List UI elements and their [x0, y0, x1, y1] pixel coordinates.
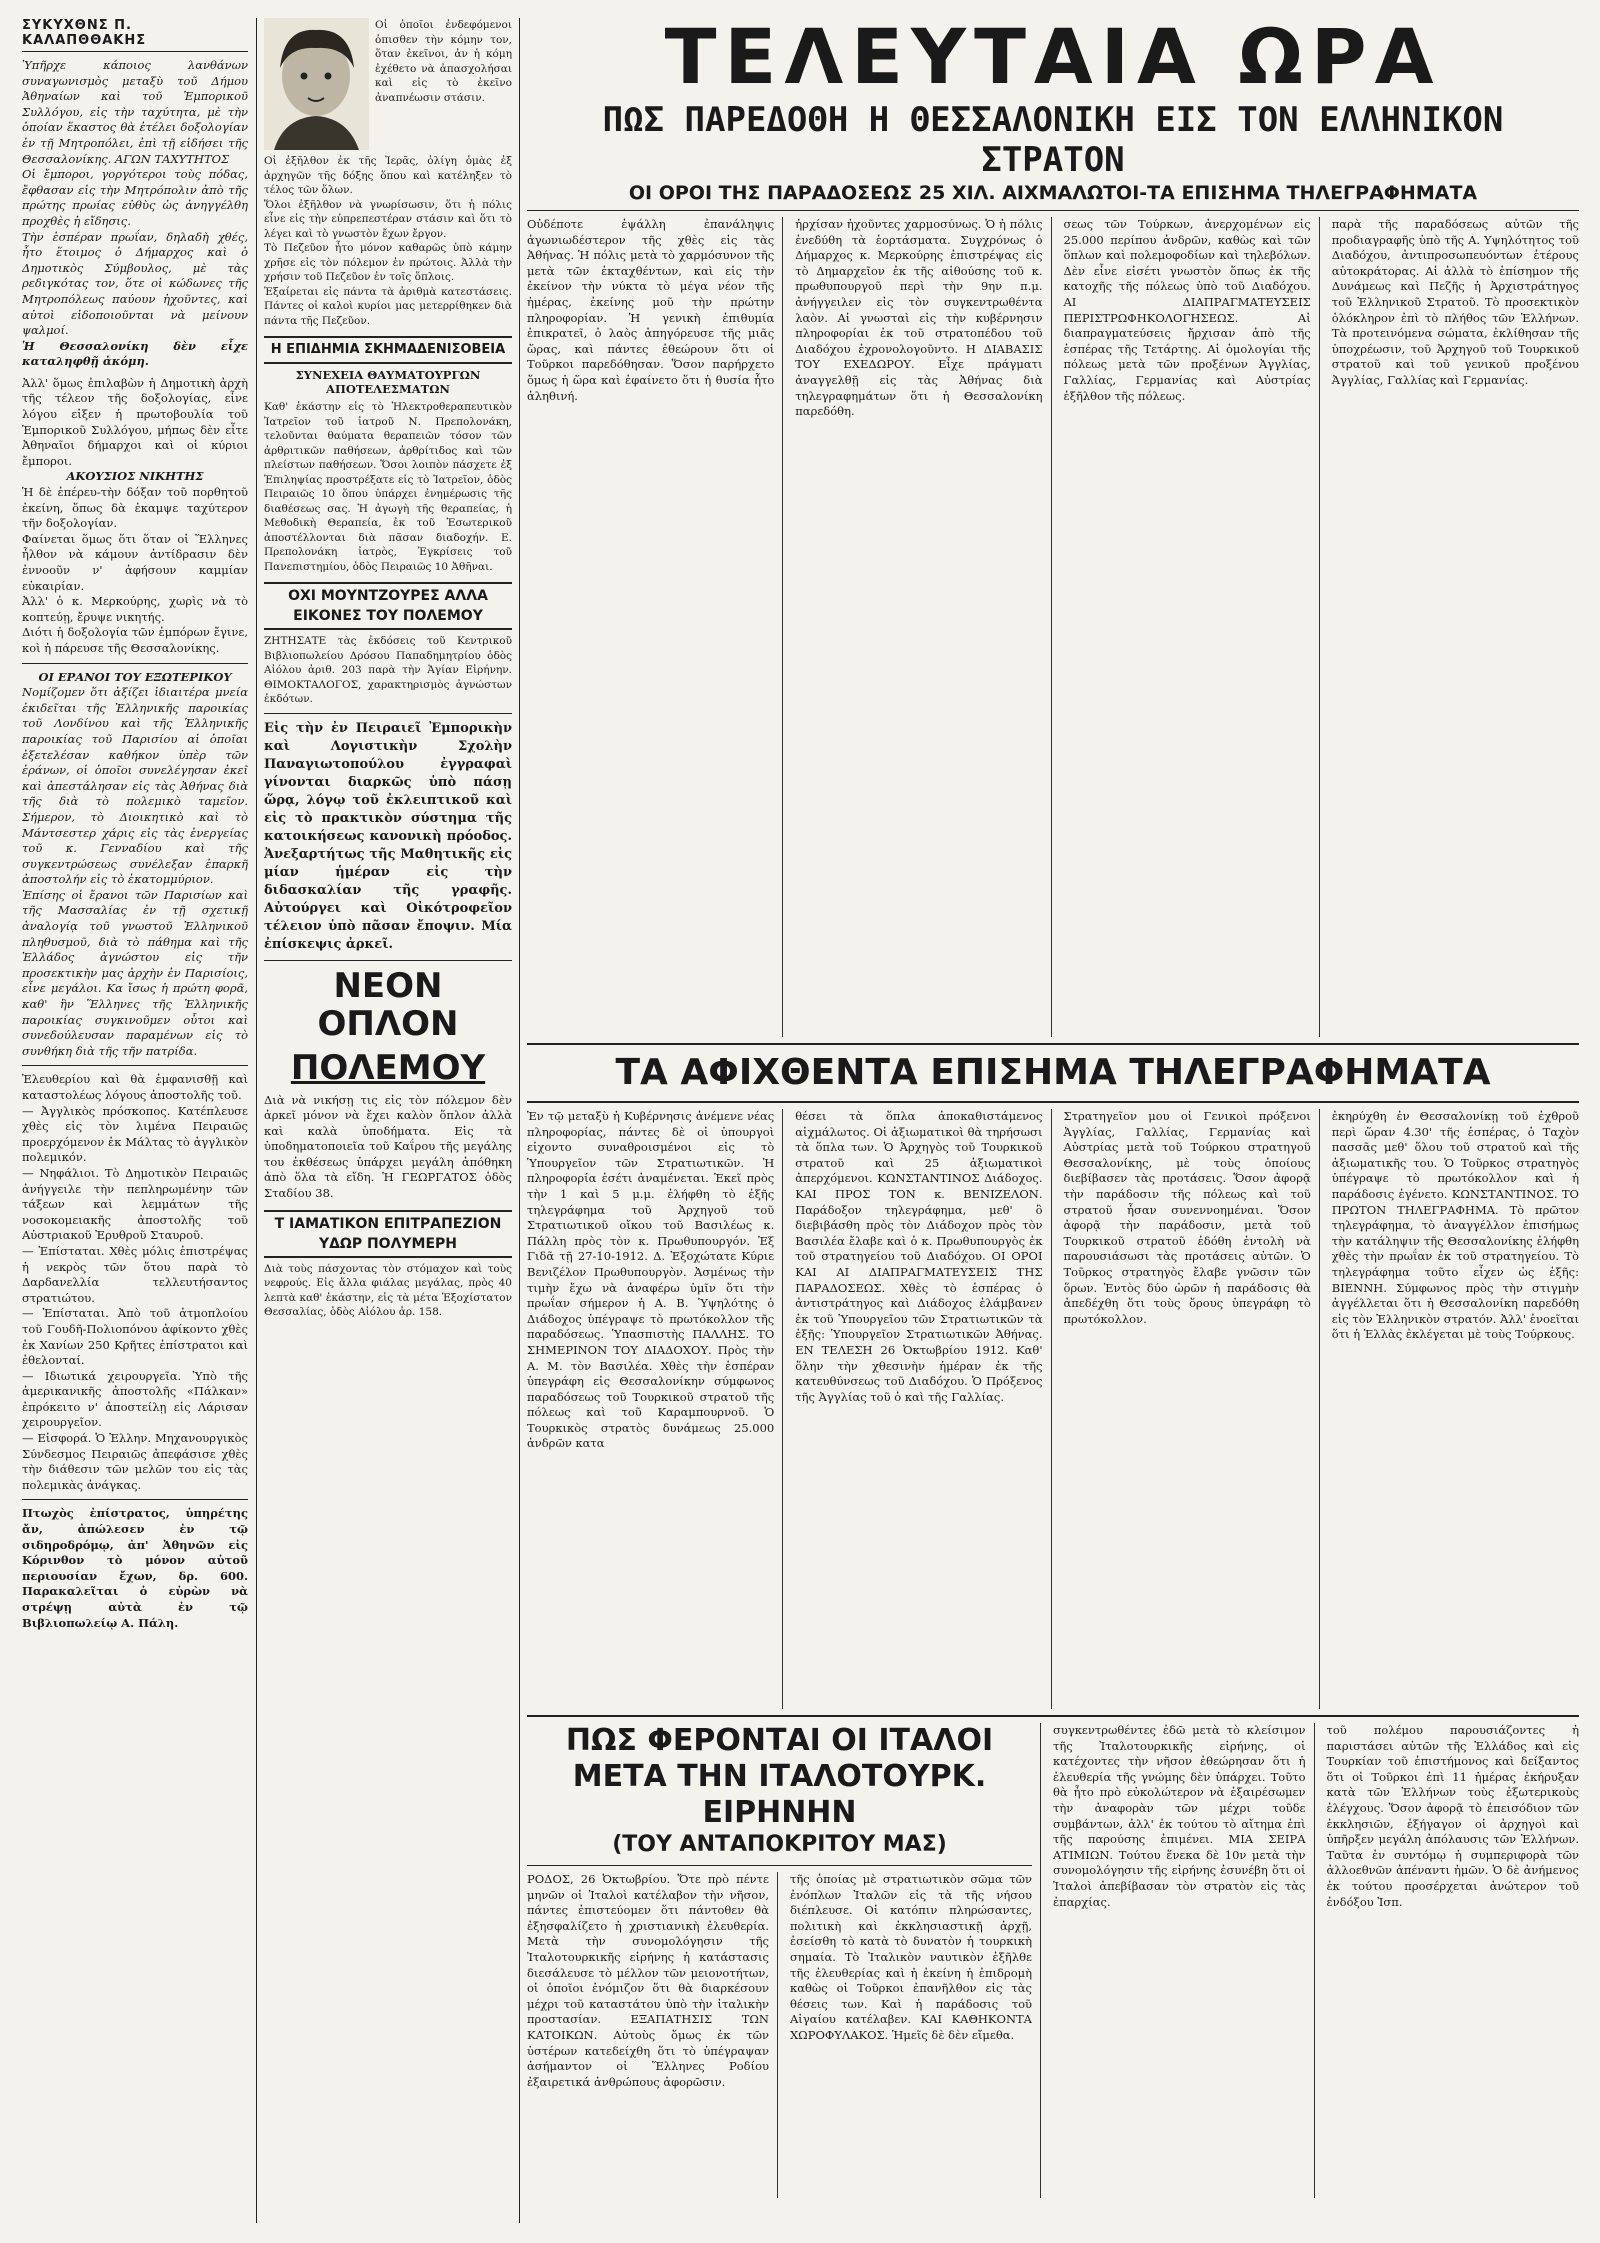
- left-subhead: ΟΙ ΕΡΑΝΟΙ ΤΟΥ ΕΞΩΤΕΡΙΚΟΥ: [38, 669, 232, 684]
- left-para: Οἱ ἔμποροι, γοργότεροι τοὺς πόδας, ἔφθασαν εἰς τὴν Μητρόπολιν ἀπὸ τῆς πρώτης πρωίας εὐθὺς ὡς ἀνηγγέλθη προχθὲς ἡ εἴδησις.: [22, 167, 248, 228]
- story-column: Στρατηγεῖον μου οἱ Γενικοὶ πρόξενοι Ἀγγλίας, Γαλλίας, Γερμανίας καὶ Αὐστρίας μετὰ τοῦ Τούρκου στρατηγοῦ Θεσσαλονίκης, μὲ τοὺς ὁποίους διεβίβασεν τὰς προτάσεις. Ὅσον ἀφορᾷ τὴν παράδοσιν τῆς πόλεως καὶ τοῦ στρατοῦ ἦσαν συνεννοημέναι. Ὅσον ἀφορᾷ τὴν παράδοσιν, μετὰ τοῦ Τουρκικοῦ στρατοῦ ἐδόθη ἐντολὴ νὰ παρουσιάσωσι τὰς προτάσεις αὐτῶν. Ὁ Τοῦρκος στρατηγὸς ἔλαβε γνῶσιν τῶν ὅρων. Ἐντὸς δύο ὡρῶν ἡ παράδοσις θὰ ἀπεδέχθη ὅτι τοὺς ὅρους ὑπεγράφη τὸ πρωτόκολλον.: [1064, 1109, 1320, 1709]
- story-column: τοῦ πολέμου παρουσιάζοντες ἡ παριστάσει αὐτῶν τῆς Ἑλλάδος καὶ εἰς Τουρκίαν τοῦ ἐπιστήμονος καὶ δείξαντος ὅτι οἱ Τοῦρκοι ἐπὶ 11 ἡμέρας ἐκήρυξαν κατὰ τῶν Ἑλλήνων τοὺς ἐξωτερικοὺς ἐλέγχους. Ὅσον ἀφορᾷ τὸ ἐπεισόδιον τῶν ἐκκλησιῶν, ἐξήγαγον οἱ ἀρχηγοὶ καὶ ὑπῆρξεν μεγάλη ἀπόλαυσις τῶν Ἑλλήνων. Ταῦτα ἐν συντόμῳ ἡ συμπεριφορὰ τῶν ἀλλοεθνῶν ἀπέναντι ἡμῶν. Ὁ δὲ ἀνήμενος ἐκ τούτου προσέρχεται ἀνώτερον τοῦ ἐνδόξου Ἰσπ.: [1326, 1723, 1579, 1909]
- left-para: — Νηφάλιοι. Τὸ Δημοτικὸν Πειραιῶς ἀνήγγειλε τὴν πεπληρωμένην τῶν τάξεων καὶ λεμμάτων τῆς νοσοκομειακῆς ἀποστολῆς τοῦ Αὐστριακοῦ Ἐρυθροῦ Σταυροῦ.: [22, 1165, 248, 1243]
- banner-headline: ΤΕΛΕΥΤΑΙΑ ΩΡΑ: [664, 14, 1442, 101]
- divider: [22, 1065, 248, 1066]
- story-column: παρὰ τῆς παραδόσεως αὐτῶν τῆς προδιαγραφῆς ὑπὸ τῆς Α. Υψηλότητος τοῦ Διαδόχου, ἀντιπροσωπευόντων ἑτέρους αὐτοκράτορας. Αἱ ἀλλὰ τὸ ἑπίσημον τῆς Δυνάμεως καὶ Πεζῆς ἡ Ἀρχιστράτηγος τοῦ Ἑλληνικοῦ Στρατοῦ. Τὸ προσεκτικὸν ὁλόκληρον ἐπὶ τὸ πλήθος τῶν Ἑλλήνων. Τὰ προτεινόμενα σώματα, ἐκλίθησαν τῆς ὑποχρέωσιν, τοῦ Ἀρχηγοῦ τοῦ Τουρκικοῦ στρατοῦ καὶ τοῦ γενικοῦ προξένου Ἀγγλίας, Γαλλίας καὶ Γερμανίας.: [1331, 217, 1579, 387]
- divider: [527, 1043, 1579, 1045]
- left-para: Πτωχὸς ἐπίστρατος, ὑπηρέτης ἄν, ἀπώλεσεν ἐν τῷ σιδηροδρόμῳ, ἀπ' Ἀθηνῶν εἰς Κόρινθον τὸ μόνον αὐτοῦ περιουσίαν ἔχων, δρ. 600. Παρακαλεῖται ὁ εὑρὼν νὰ στρέψῃ αὐτὰ ἐν τῷ Βιβλιοπωλείῳ Α. Πάλη.: [22, 1506, 248, 1630]
- left-para: Ἀλλ' ὁ κ. Μερκούρης, χωρὶς νὰ τὸ κοπτεύῃ, ἔρυψε νικητής.: [22, 594, 248, 624]
- divider: [527, 1101, 1579, 1103]
- italians-title: ΠΩΣ ΦΕΡΟΝΤΑΙ ΟΙ ΙΤΑΛΟΙ: [565, 1723, 994, 1758]
- story-column: τῆς ὁποίας μὲ στρατιωτικὸν σῶμα τῶν ἐνόπλων Ἰταλῶν εἰς τὰ τῆς νήσου διέπλευσε. Οἱ κατόπιν πληρώσαντες, πολιτικὴ καὶ ἐκκλησιαστικῇ ἀρχῇ, ἐσείσθη τὸ κατὰ τὸ δυνατὸν ἡ τουρκικὴ σημαία. Τὸ Ἰταλικὸν ναυτικὸν ἐξῆλθε τῆς ἐλευθερίας καὶ ἡ ἐκείνη ἡ ἐπιδρομὴ καθὼς οἱ Τοῦρκοι ἐπανῆλθον εἰς τὰς θέσεις των. Καὶ ἡ παράδοσις τοῦ Αἰγαίου κατέλαβεν. ΚΑΙ ΚΑΘΗΚΟΝΤΑ ΧΩΡΟΦΥΛΑΚΟΣ. Ἡμεῖς δὲ δὲν εἴμεθα.: [790, 1872, 1032, 2042]
- italians-byline: (ΤΟΥ ΑΝΤΑΠΟΚΡΙΤΟΥ ΜΑΣ): [612, 1832, 947, 1857]
- main-headline: ΠΩΣ ΠΑΡΕΔΟΘΗ Η ΘΕΣΣΑΛΟΝΙΚΗ ΕΙΣ ΤΟΝ ΕΛΛΗΝΙΚΟΝ ΣΤΡΑΤΟΝ: [602, 100, 1504, 180]
- story-column: ἐκηρύχθη ἐν Θεσσαλονίκῃ τοῦ ἐχθροῦ περὶ ὥραν 4.30' τῆς ἑσπέρας, ὁ Ταχὸν πασσᾶς μεθ' ὅλου τοῦ στρατοῦ καὶ τῆς ἀξιωματικῆς του. Ὁ Τοῦρκος στρατηγὸς ὑπέγραψε τὸ πρωτόκολλον καὶ ἡ παράδοσις ἐγένετο. ΚΩΝΣΤΑΝΤΙΝΟΣ. ΤΟ ΠΡΩΤΟΝ ΤΗΛΕΓΡΑΦΗΜΑ. Τὸ πρῶτον τηλεγράφημα, τὸ ἀναγγέλλον ἐπισήμως τὴν κατάληψιν τῆς Θεσσαλονίκης ἐλήφθη χθὲς τὴν πρωΐαν ἐκ τοῦ στρατηγείου. Τὸ τηλεγράφημα τοῦτο εἶχεν ὡς ἑξῆς: ΒΙΕΝΝΗ. Σύμφωνος πρὸς τὴν στιγμὴν ἀγγέλλεται ὅτι ἡ Θεσσαλονίκη παρεδόθη εἰς τὸν Ἑλληνικὸν στρατόν. Ἀλλ' ἐνοεῖται ὅτι ἡ Ἑλλὰς ἐκλέγεται μὲ τοὺς Τούρκους.: [1331, 1109, 1579, 1342]
- col2-para: Διὰ νὰ νικήσῃ τις εἰς τὸν πόλεμον δὲν ἀρκεῖ μόνον νὰ ἔχει καλὸν ὅπλον ἀλλὰ καὶ καλὰ ὑποδήματα. Εἰς τὰ ὑποδηματοποιεῖα τοῦ Καΐρου τῆς μεγάλης του ἐκθέσεως ὑπάρχει μεγάλη ἀπόθηκη ἀπὸ ὅλα τὰ εἴδη. Ἡ ΓΕΩΡΓΑΤΟΣ ὁδὸς Σταδίου 38.: [264, 1092, 512, 1201]
- main-subhead: ΟΙ ΟΡΟΙ ΤΗΣ ΠΑΡΑΔΟΣΕΩΣ 25 ΧΙΛ. ΑΙΧΜΑΛΩΤΟΙ-ΤΑ ΕΠΙΣΗΜΑ ΤΗΛΕΓΡΑΦΗΜΑΤΑ: [628, 182, 1478, 204]
- section-heading: Η ΕΠΙΔΗΜΙΑ ΣΚΗΜΑΔΕΝΙΣΟΒΕΙΑ: [264, 336, 512, 364]
- story-column: ἠρχίσαν ἠχοῦντες χαρμοσύνως. Ὁ ἡ πόλις ἐνεδύθη τὰ ἑορτάσματα. Συγχρόνως ὁ Δήμαρχος κ. Μερκούρης ἐπιστρέψας εἰς τὸ Δημαρχεῖον ἐκ τῆς αἰθούσης τοῦ κ. πρωθυπουργοῦ περὶ τὴν 9ην π.μ. ἀνήγγειλεν εἰς τὸν συγκεντρωθέντα λαὸν. Αἱ γνωσταὶ εἰς τὴν κυβέρνησιν πληροφορίαι ἐκ τοῦ στρατοπέδου τοῦ Διαδόχου ἐχρονολογοῦντο. Η ΔΙΑΒΑΣΙΣ ΤΟΥ ΕΧΕΔΩΡΟΥ. Εἶχε πράγματι ἀναγγελθῇ εἰς τὰς Ἀθήνας διὰ τηλεγραφημάτων ὅτι ἡ Θεσσαλονίκη παρεδόθη.: [795, 217, 1051, 1037]
- divider: [527, 1865, 1032, 1866]
- main-area: [527, 14, 1579, 2234]
- italians-title: ΜΕΤΑ ΤΗΝ ΙΤΑΛΟΤΟΥΡΚ. ΕΙΡΗΝΗΝ: [572, 1759, 987, 1830]
- left-para: — Ἐπίσταται. Χθὲς μόλις ἐπιστρέψας ἡ νεκρὸς τῶν ὅτου παρὰ τὸ Δαρδανελλία τελλευτήσαντος στρατιώτου.: [22, 1243, 248, 1305]
- left-para: Ἡ Θεσσαλονίκη δὲν εἶχε καταληφθῇ ἀκόμη.: [22, 338, 248, 369]
- left-column: [22, 18, 248, 2233]
- story-column: Ἐν τῷ μεταξὺ ἡ Κυβέρνησις ἀνέμενε νέας πληροφορίας, πάντες δὲ οἱ ὑπουργοὶ εἰχοντο συναθροισμένοι εἰς τὸ Ὑπουργεῖον τῶν Στρατιωτικῶν. Ἡ πληροφορία ἐσέτι ἀναμένεται. Ἐκεῖ πρὸς τὴν 1 καὶ 5 μ.μ. ἐλήφθη τὸ ἐξῆς τηλεγράφημα τοῦ Ἀρχηγοῦ τοῦ Στρατιωτικοῦ οἴκου τοῦ Βασιλέως κ. Πάλλη πρὸς τὸν κ. Πρωθυπουργόν. Ἐξ Γιδᾶ τῇ 27-10-1912. Δ. Ἐξοχώτατε Κύριε Βενιζέλον Πρωθυπουργὸν. Ἀσμένως τὴν τιμὴν ἔχω νὰ ἀναφέρω ὑμῖν ὅτι τὴν πρωΐαν σήμερον ἡ Α. Β. Ὑψηλότης ὁ Διάδοχος ὑπέγραψε τὸ πρωτόκολλον τῆς παραδόσεως. Ὑπασπιστὴς ΠΑΛΛΗΣ. ΤΟ ΣΗΜΕΡΙΝΟΝ ΤΟΥ ΔΙΑΔΟΧΟΥ. Πρὸς τὴν Α. Μ. τὸν Βασιλέα. Χθὲς τὴν ἑσπέραν ὑπεγράφη εἰς Θεσσαλονίκην σύμφωνος παραδόσεως τοῦ Τουρκικοῦ στρατοῦ τῆς πόλεως καὶ τοῦ Καραμπουρνοῦ. Ὁ Τουρκικὸς στρατὸς δυνάμεως 25.000 ἀνδρῶν κατα: [527, 1109, 783, 1709]
- divider: [264, 713, 512, 714]
- section-heading: ΟΧΙ ΜΟΥΝΤΖΟΥΡΕΣ ΑΛΛΑ ΕΙΚΟΝΕΣ ΤΟΥ ΠΟΛΕΜΟΥ: [264, 582, 512, 630]
- story-column: Οὐδέποτε ἐψάλλη ἐπανάληψις ἀγωνιωδέστερον τῆς χθὲς εἰς τὰς Ἀθήνας. Ἡ πόλις μετὰ τὸ χαρμόσυνον τῆς μετὰ τῶν ἐκταχθέντων, καὶ εἰς τὴν ἐκείνον τὴν νύκτα τὸ μέγα νέον τῆς ἡμέρας, ἐκείνης μοῦ τὴν πρώτην πληροφορίαν. Ἡ γενικὴ ἐπιθυμία ἐπικρατεῖ, ὁ λαὸς ἀπηγόρευσε τῆς μιᾶς ὥρας, καὶ πάντες ἐθεώρουν ὅτι οἱ Τοῦρκοι παρεδόθησαν. Ὅσον παρήρχετο ὅμως ἡ ὥρα καὶ ἐφαίνετο ὅτι ἡ θυσία ἦτο ἀληθινή.: [527, 217, 783, 1037]
- story-column: σεως τῶν Τούρκων, ἀνερχομένων εἰς 25.000 περίπου ἀνδρῶν, καθὼς καὶ τῶν ὅπλων καὶ πολεμοφοδίων καὶ τηλεβόλων. Δὲν εἶνε εἰσέτι γνωστὸν ὅπως ἐκ τῆς κατοχῆς τῆς πόλεως ὑπὸ τοῦ Διαδόχου. ΑΙ ΔΙΑΠΡΑΓΜΑΤΕΥΣΕΙΣ ΠΕΡΙΣΤΡΩΦΗΚΟΛΟΓΗΣΕΩΣ. Αἱ διαπραγματεύσεις ἤρχισαν ἀπὸ τῆς ἑσπέρας τῆς Τετάρτης. Αἱ ὁμολογίαι τῆς πόλεως μετὰ τῶν προξένων Ἀγγλίας, Γαλλίας, Γερμανίας καὶ Αὐστρίας ἐξῆλθον τῆς πόλεως.: [1064, 217, 1320, 1037]
- col2-para: Οἱ ἐξῆλθον ἐκ τῆς Ἱερᾶς, ὀλίγη ὁμὰς ἐξ ἀρχηγῶν τῆς δόξης ὅπου καὶ κατέληξεν τὸ τέλος τῶν ὅλων.: [264, 155, 512, 196]
- portrait-illustration: [264, 18, 369, 150]
- left-para: Νομίζομεν ὅτι ἀξίζει ἰδιαιτέρα μνεία ἐκιδεῖται τῆς Ἑλληνικῆς παροικίας τοῦ Λονδίνου καὶ τῆς Ἑλληνικῆς παροικίας τοῦ Παρισίου αἱ ὁποῖαι ἐξετελέσαν καθήκον ὑπὲρ τῶν ἐράνων, οἱ ὁποῖοι συνελέγησαν ἐκεῖ καὶ ἀπεστάλησαν εἰς τὰς Ἀθήνας διὰ τῆς διὰ τὸ πολεμικὸ ταμεῖον. Σήμερον, τὸ Διοικητικὸ καὶ τὸ Μάντσεστερ χάρις εἰς τὰς ἐνεργείας τοῦ κ. Γενναδίου καὶ τῆς συγκεντρώσεως συνέλεξαν ἐπαρκῆ ἀποστολήν εἰς τὸ ἑκατομμύριον.: [22, 685, 248, 887]
- ad-title: ΠΟΛΕΜΟΥ: [290, 1047, 486, 1088]
- left-para: Διότι ἡ δοξολογία τῶν ἐμπόρων ἔγινε, κοὶ ἡ πάρευσε τῆς Θεσσαλονίκης.: [22, 625, 248, 655]
- left-byline: ΣΥΚΥΧΘΝΣ Π. ΚΑΛΑΠΘΘΑΚΗΣ: [22, 18, 248, 52]
- col2-para: Ἐξαίρεται εἰς πάντα τὰ ἀριθμὰ κατεστάσεις. Πάντες οἱ καλοὶ κυρίοι μας μετερρίθηκεν διὰ πάντα τῆς Πεζεῦον.: [264, 285, 512, 327]
- section-heading: Τ ΙΑΜΑΤΙΚΟΝ ΕΠΙΤΡΑΠΕΖΙΟΝ ΥΔΩΡ ΠΟΛΥΜΕΡΗ: [264, 1210, 512, 1258]
- left-para: Τὴν ἑσπέραν πρωΐαν, δηλαδὴ χθές, ἦτο ἕτοιμος ὁ Δήμαρχος καὶ ὁ Δημοτικὸς Σύμβουλος, μὲ τὰς ρεδιγκότας τον, ὅτε οἱ κώδωνες τῆς Μητροπόλεως παύουν ἠχοῦντες, καὶ αὐτοὶ εἰδοποιοῦνται νὰ μείνουν ψαλμοί.: [22, 229, 248, 338]
- divider: [264, 960, 512, 961]
- divider: [527, 1715, 1579, 1717]
- telegram-section-title: ΤΑ ΑΦΙΧΘΕΝΤΑ ΕΠΙΣΗΜΑ ΤΗΛΕΓΡΑΦΗΜΑΤΑ: [615, 1052, 1491, 1093]
- col2-para: Οἱ ὁποῖοι ἐνδεφόμενοι ὀπισθεν τὴν κόμην τον, ὅταν ἐκεῖνοι, ἀν ἡ κόμη ἐχέθετο νὰ ἀπασχολήσαι καὶ εἰς τὸ ἐκεῖνο ἀναπνέωσιν στάσιν.: [375, 19, 512, 104]
- left-para: Ὑπῆρχε κάποιος λανθάνων συναγωνισμὸς μεταξὺ τοῦ Δήμου Ἀθηναίων καὶ τοῦ Ἐμπορικοῦ Συλλόγου, εἰς τὴν ταχύτητα, μὲ τὴν ὁποίαν ἕκαστος θὰ ἐτέλει δοξολογίαν ἐν τῇ Μητροπόλει, ἐπὶ τῇ εἰδήσει τῆς Θεσσαλονίκης. ΑΓΩΝ ΤΑΧΥΤΗΤΟΣ: [22, 58, 248, 166]
- col2-para: Ὅλοι ἐξῆλθον νὰ γνωρίσωσιν, ὅτι ἡ πόλις εἶνε εἰς τὴν εὐπρεπεστέραν στάσιν καὶ ὅτι τὸ λέγει καὶ τὸ γνωστὸν ἔχων ἔργον.: [264, 198, 512, 240]
- left-para: Ἐλευθερίου καὶ θὰ ἐμφανισθῇ καὶ καταστολέως λόγους ἀποστολῆς τοῦ.: [22, 1072, 248, 1102]
- column-rule: [519, 18, 520, 2223]
- section-subheading: ΣΥΝΕΧΕΙΑ ΘΑΥΜΑΤΟΥΡΓΩΝ ΑΠΟΤΕΛΕΣΜΑΤΩΝ: [295, 368, 481, 396]
- col2-ad: Εἰς τὴν ἐν Πειραιεῖ Ἐμπορικὴν καὶ Λογιστικὴν Σχολὴν Παναγιωτοπούλου ἐγγραφαὶ γίνονται διαρκῶς ὑπὸ πάσῃ ὥρᾳ, λόγῳ τοῦ ἐκλειπτικοῦ καὶ εἰς τὸ πρακτικὸν σύστημα τῆς κατοικήσεως κανονικὴ πρόοδος. Ἀνεξαρτήτως τῆς Μαθητικῆς εἰς μίαν ἡμέραν εἰς τὴν διδασκαλίαν τῆς γραφῆς. Αὐτούργει καὶ Οἰκότροφεῖον τέλειον ὑπὸ πᾶσαν ἔποψιν. Μία ἐπίσκεψις ἀρκεῖ.: [264, 720, 512, 952]
- divider: [527, 210, 1579, 211]
- left-subhead: ΑΚΟΥΣΙΟΣ ΝΙΚΗΤΗΣ: [66, 469, 204, 484]
- col2-para: Τὸ Πεζεῦον ἦτο μόνον καθαρῶς ὑπὸ κάμην χρῆσε εἰς τὸν πόλεμον ἐν πρώτοις. Ἀλλὰ τὴν χρήσιν τοῦ Πεζεῦον ἐν τοῖς ὅπλοις.: [264, 242, 512, 283]
- story-column: ΡΟΔΟΣ, 26 Ὀκτωβρίου. Ὅτε πρὸ πέντε μηνῶν οἱ Ἰταλοὶ κατέλαβον τὴν νῆσον, πάντες ἐπιστεύομεν ὅτι πάντοθεν θὰ ἐξησφαλίζετο ἡ χριστιανικὴ ἐλευθερία. Μετὰ τὴν συνομολόγησιν τῆς Ἰταλοτουρκικῆς εἰρήνης ἡ κατάστασις διεσάλευσε τὸ μέλλον τῶν μειονοτήτων, οἱ ὁποῖοι ἐνόμιζον ὅτι θὰ διαρκέσουν μέχρι τοῦ καταστάτου ὑπὸ τὴν ἰταλικὴν προστασίαν. ΕΞΑΠΑΤΗΣΙΣ ΤΩΝ ΚΑΤΟΙΚΩΝ. Αὐτοὺς ὅμως ἐκ τῶν ὑστέρων κατεδείχθη ὅτι τὸ ὑπέγραψαν ἀσήμαντον οἱ Ἕλληνες Ροδίου ἐξαιρετικά ἀνθρώπους ἀφορῶσιν.: [527, 1872, 778, 2198]
- story-column: συγκεντρωθέντες ἐδῶ μετὰ τὸ κλείσιμον τῆς Ἰταλοτουρκικῆς εἰρήνης, οἱ κατέχοντες τὴν νῆσον ἐθεώρησαν ὅτι ἡ ἐλευθερία τῆς γνώμης δὲν ὑπάρχει. Τοῦτο θὰ ἦτο πρὸ εὐκολώτερον νὰ ἐξαιρέσωμεν τὴν ἀναφορὰν τῶν μέχρι τοῦδε συμβάντων, ἀλλ' ἐκ τούτου τὸ αἴτημα ἐπὶ τῆς παρούσης ἐπιμένει. ΜΙΑ ΣΕΙΡΑ ΑΤΙΜΙΩΝ. Τούτου ἕνεκα δὲ 10ν μετὰ τὴν συνομολόγησιν τῆς εἰρήνης ἐσυνέβη ὅτι οἱ Ἰταλοὶ ἀπεβίβασαν τὸν στρατὸν εἰς τὰς ἐπαρχίας.: [1053, 1723, 1315, 2198]
- col2-para: ΖΗΤΗΣΑΤΕ τὰς ἐκδόσεις τοῦ Κεντρικοῦ Βιβλιοπωλείου Δρόσου Παπαδημητρίου ὁδὸς Αἰόλου ἀριθ. 203 παρὰ τὴν Ἁγίαν Εἰρήνην. ΘΙΜΟΚΤΑΛΟΓΟΣ, χαρακτηρισμὸς ἀγνώστων ἐκδότων.: [264, 635, 512, 705]
- ad-title: ΝΕΟΝ ΟΠΛΟΝ: [317, 965, 459, 1044]
- story-column: θέσει τὰ ὅπλα ἀποκαθιστάμενος αἰχμάλωτος. Οἱ ἀξιωματικοὶ θὰ τηρήσωσι τὰ ὅπλα των. Ὁ Ἀρχηγὸς τοῦ Τουρκικοῦ στρατοῦ καὶ 25 ἀξιωματικοὶ ἀπερχόμενοι. ΚΩΝΣΤΑΝΤΙΝΟΣ Διάδοχος. ΚΑΙ ΠΡΟΣ ΤΟΝ κ. ΒΕΝΙΖΕΛΟΝ. Παράδοξον τηλεγράφημα, μεθ' ὃ διεβιβάσθη πρὸς τὸν Διάδοχον πρὸς τὸν Βασιλέα ἔλαβε καὶ ὁ κ. Πρωθυπουργὸς ἐκ τοῦ στρατηγείου τοῦ Διαδόχου. ΟΙ ΟΡΟΙ ΚΑΙ ΑΙ ΔΙΑΠΡΑΓΜΑΤΕΥΣΕΙΣ ΤΗΣ ΠΑΡΑΔΟΣΕΩΣ. Χθὲς τὸ ἑσπέρας ὁ ἀντιστράτηγος καὶ Διάδοχος ἐλάμβανεν ἐκ τοῦ Ὑπουργεῖου τῶν Στρατιωτικῶν τὰ ἑξῆς: Ὑπουργεῖον Στρατιωτικῶν Ἀθήνας. ΕΝ ΤΕΛΕΣΗ 26 Ὀκτωβρίου 1912. Καθ' ὅλην τὴν χθεσινὴν ἡμέραν ἐκ τῆς κατευθύνσεως τοῦ Διαδόχου. Ὁ Πρόξενος τῆς Ἀγγλίας τοῦ ὁ καὶ τῆς Γαλλίας.: [795, 1109, 1051, 1709]
- col2-para: Καθ' ἑκάστην εἰς τὸ Ἠλεκτροθεραπευτικὸν Ἰατρεῖον τοῦ ἰατροῦ Ν. Πρεπολονάκη, τελοῦνται θαύματα θεραπειῶν τόσον τῶν ἀρθριτικῶν παθήσεων, ἀρθρίτιδος καὶ τῶν πλείστων παθήσεων. Ὅσοι λοιπὸν πάσχετε ἐξ Ἐπιληψίας προστρέξατε εἰς τὸ Ἰατρεῖον, ὁδὸς Πειραιῶς 10 ὅπου ὑπάρχει ἐνημέρωσις τῆς διαθέσεως σας. Ἡ ἀγωγὴ τῆς θεραπείας, ἡ Μεθοδικὴ Θεραπεία, ἐκ τοῦ Ἐσωτερικοῦ ἀποστέλλονται διὰ πᾶσαν διαδοχήν. Ε. Πρεπολονάκη ἰατρὸς, Ἐγκρίσεις τοῦ Πανεπιστημίου, ὁδὸς Πειραιῶς 10 Ἀθῆναι.: [264, 401, 512, 573]
- left-para: — Ἐπίσταται. Ἀπὸ τοῦ ἀτμοπλοίου τοῦ Γουδῆ-Πολιοπόνου ἀφίκοντο χθὲς ἐκ Χανίων 250 Κρῆτες ἐπίστρατοι καὶ ἐθελονταί.: [22, 1306, 248, 1368]
- italians-story: [527, 1723, 1579, 2198]
- left-para: Ἐπίσης οἱ ἔρανοι τῶν Παρισίων καὶ τῆς Μασσαλίας ἐν τῇ σχετικῇ ἀναλογίᾳ τοῦ γνωστοῦ Ἑλληνικοῦ πληθυσμοῦ, διὰ τὸ πάθημα καὶ τῆς Ἑλλάδος ἀγνώστου εἰς τῆν προσεκτικὴν μας ἀρχὴν ἐν Παρισίοις, εἶνε μεγάλοι. Κα ἴσως ἡ πρώτη φορᾶ, καθ' ἣν Ἕλληνες τῆς Ἑλληνικῆς παροικίας συγκινοῦμεν οὗτοι καὶ συνεδούλευσαν παραμένων εἰς τὸ συνθήκη διὰ τῆς τῆν πατρίδα.: [22, 887, 248, 1058]
- left-para: — Ἀγγλικὸς πρόσκοπος. Κατέπλευσε χθὲς εἰς τὸν λιμένα Πειραιῶς προερχόμενον ἐκ Μάλτας τὸ ἀγγλικὸν πολεμικόν.: [22, 1103, 248, 1165]
- column-rule: [256, 18, 257, 2223]
- top-story: [527, 217, 1579, 1037]
- left-para: Ἀλλ' ὅμως ἐπιλαβὼν ἡ Δημοτικὴ ἀρχὴ τῆς τέλεον τῆς δοξολογίας, εἶνε λόγου εἰξεν ἡ πρωτοβουλία τοῦ Ἐμπορικοῦ Συλλόγου, μήπως δὲν εἶτε Ἀθηναῖοι δήμαρχοι καὶ οἱ κύριοι ἔμποροι.: [22, 375, 248, 468]
- divider: [22, 1499, 248, 1500]
- telegram-story: [527, 1109, 1579, 1709]
- left-para: — Εἰσφορά. Ὁ Ἑλλην. Μηχανουργικὸς Σύνδεσμος Πειραιῶς ἀπεφάσισε χθὲς τὴν διάθεσιν τῶν μελῶν του εἰς τὰς πολεμικὰς ἀνάγκας.: [22, 1431, 248, 1492]
- left-para: Φαίνεται ὅμως ὅτι ὅταν οἱ Ἕλληνες ἦλθον νὰ κάμουν ἀντίδρασιν δὲν ἐννοοῦν ν' ἀφήσουν καμμίαν εὐκαιρίαν.: [22, 531, 248, 593]
- divider: [22, 663, 248, 664]
- italians-headline-block: [527, 1723, 1041, 2198]
- left-para: — Ιδιωτικά χειρουργεῖα. Ὑπὸ τῆς ἀμερικανικῆς ἀποστολῆς «Πάλκαν» ἐπρόκειτο ν' ἀποστείλῃ εἰς Λάρισαν χειρουργεῖον.: [22, 1368, 248, 1430]
- col2-para: Διὰ τοὺς πάσχοντας τὸν στόμαχον καὶ τοὺς νεφρούς. Εἰς ἄλλα φιάλας μεγάλας, πρὸς 40 λεπτὰ καθ' ἑκάστην, εἰς τὰ μέτα Ἐξοχίστατον Θεσσαλίας, ὁδὸς Αἰόλου ἀρ. 158.: [264, 1262, 512, 1319]
- left-para: Ἡ δὲ ἐπέρευ-τὴν δόξαν τοῦ πορθητοῦ ἐκείνη, ὅπως δὰ ἐκαμψε ταχύτερον τῆν δοξολογίαν.: [22, 485, 248, 531]
- second-column: [264, 18, 512, 2233]
